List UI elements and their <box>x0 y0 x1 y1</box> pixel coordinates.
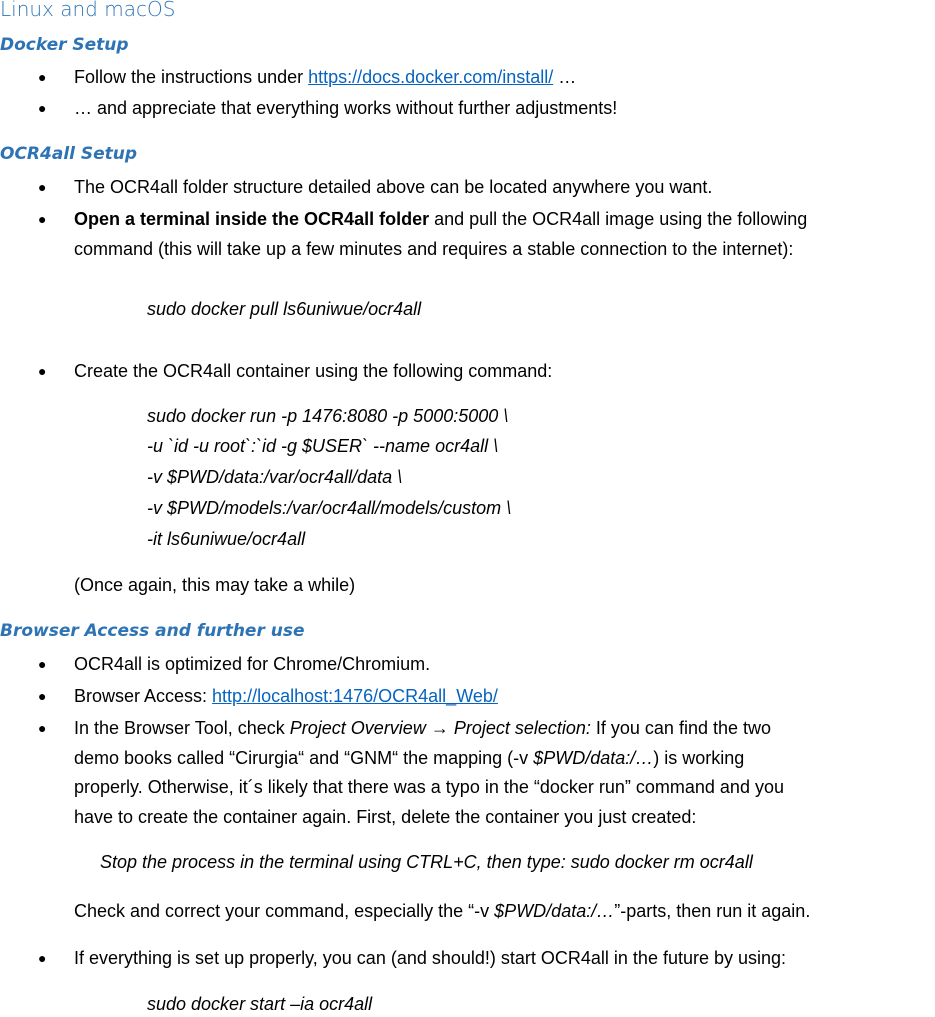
bullet-icon: ● <box>38 363 47 379</box>
project-check-item-cont: properly. Otherwise, it´s likely that there was a typo in the “docker run” command and you <box>74 777 784 797</box>
browser-access-heading: Browser Access and further use <box>0 621 305 641</box>
localhost-link[interactable]: http://localhost:1476/OCR4all_Web/ <box>212 686 498 706</box>
wait-note: (Once again, this may take a while) <box>74 575 356 595</box>
docker-install-item: Follow the instructions under https://docs.docker.com/install/ … <box>74 67 577 87</box>
browser-access-item: Browser Access: http://localhost:1476/OCR4all_Web/ <box>74 686 498 706</box>
create-container-item: Create the OCR4all container using the following command: <box>74 361 553 381</box>
start-future-item: If everything is set up properly, you can (and should!) start OCR4all in the future by using: <box>74 948 787 968</box>
project-check-item-cont: demo books called “Cirurgia“ and “GNM“ the mapping (-v $PWD/data:/…) is working <box>74 748 745 768</box>
bullet-icon: ● <box>38 688 47 704</box>
start-command: sudo docker start –ia ocr4all <box>147 994 373 1014</box>
bullet-icon: ● <box>38 69 47 85</box>
run-command-line: -it ls6uniwue/ocr4all <box>147 529 306 549</box>
run-command-line: -v $PWD/models:/var/ocr4all/models/custom \ <box>147 498 512 518</box>
bullet-icon: ● <box>38 211 47 227</box>
run-command-line: sudo docker run -p 1476:8080 -p 5000:5000 \ <box>147 406 509 426</box>
bullet-icon: ● <box>38 720 47 736</box>
pull-image-item: Open a terminal inside the OCR4all folder and pull the OCR4all image using the following <box>74 209 808 229</box>
bullet-icon: ● <box>38 656 47 672</box>
check-command-note: Check and correct your command, especially the “-v $PWD/data:/…”-parts, then run it again. <box>74 901 811 921</box>
project-check-item-cont: have to create the container again. First, delete the container you just created: <box>74 807 697 827</box>
stop-instruction: Stop the process in the terminal using CTRL+C, then type: sudo docker rm ocr4all <box>100 852 753 872</box>
project-check-item: In the Browser Tool, check Project Overview → Project selection: If you can find the two <box>74 718 771 738</box>
folder-structure-item: The OCR4all folder structure detailed above can be located anywhere you want. <box>74 177 713 197</box>
pull-image-item-cont: command (this will take up a few minutes and requires a stable connection to the internet): <box>74 239 794 259</box>
bullet-icon: ● <box>38 100 47 116</box>
docker-setup-heading: Docker Setup <box>0 35 129 55</box>
ocr4all-setup-heading: OCR4all Setup <box>0 144 138 164</box>
section-title: Linux and macOS <box>0 0 176 21</box>
chrome-item: OCR4all is optimized for Chrome/Chromium. <box>74 654 431 674</box>
bullet-icon: ● <box>38 950 47 966</box>
run-command-line: -u `id -u root`:`id -g $USER` --name ocr4all \ <box>147 436 499 456</box>
docker-install-link[interactable]: https://docs.docker.com/install/ <box>308 67 554 87</box>
docker-works-item: … and appreciate that everything works without further adjustments! <box>74 98 618 118</box>
bullet-icon: ● <box>38 179 47 195</box>
run-command-line: -v $PWD/data:/var/ocr4all/data \ <box>147 467 403 487</box>
pull-command: sudo docker pull ls6uniwue/ocr4all <box>147 299 422 319</box>
